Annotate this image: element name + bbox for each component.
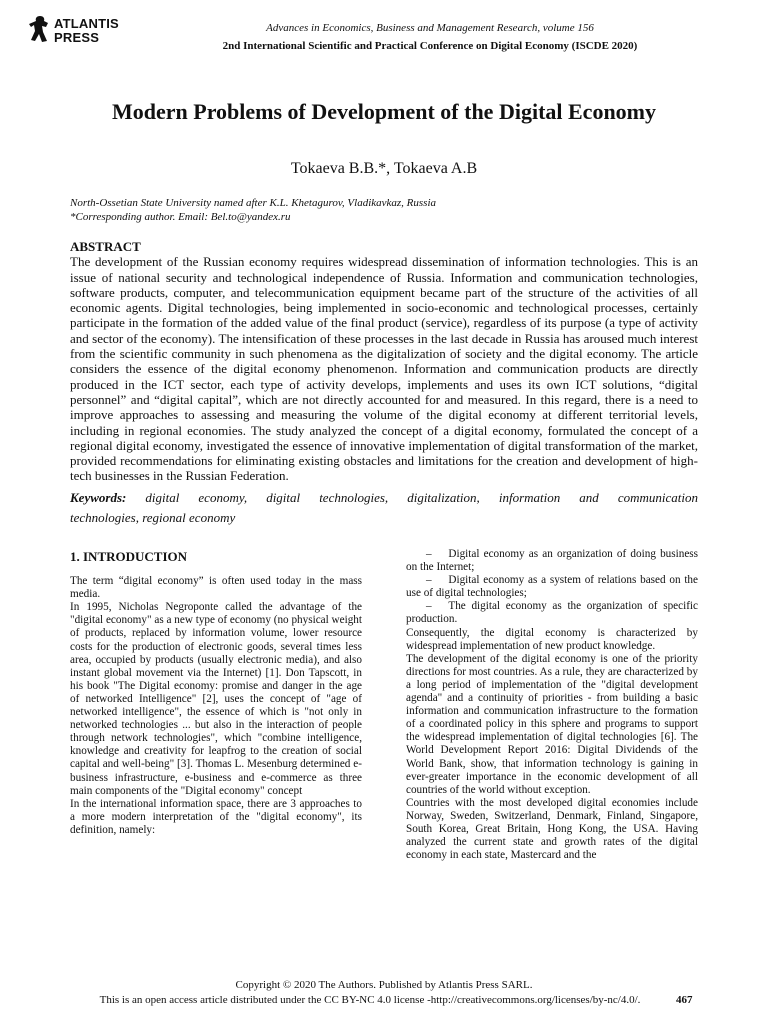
keywords-line2: technologies, regional economy [70, 509, 236, 525]
conference-header: 2nd International Scientific and Practical Conference on Digital Economy (ISCDE 2020) [222, 40, 638, 52]
right-paragraph-2: The development of the digital economy is one of the priority directions for most countries. As a rule, they are characterized by a long period of implementation of the "digital development agenda" and a continuity of priorities - from building a basic information and communication infrastructure to the formation of a coordinated policy in this sphere and programs to support the widespread implementation of digital technologies [6]. The World Development Report 2016: Digital Dividends of the World Bank, show, that information technology is gaining in ever-greater importance in the economic development of all countries of the world without exception. [406, 652, 698, 796]
abstract-heading: ABSTRACT [70, 239, 141, 254]
footer-license: This is an open access article distributed under the CC BY-NC 4.0 license -http://creativecommons.org/licenses/by-nc/4.0/. [99, 994, 641, 1006]
keywords-label: Keywords: [70, 489, 127, 505]
atlantis-figure-icon [28, 14, 52, 44]
corresponding-author: *Corresponding author. Email: Bel.to@yandex.ru [70, 211, 291, 223]
affiliation-block [70, 196, 700, 224]
logo-line1: ATLANTIS [54, 16, 119, 31]
abstract-text: The development of the Russian economy requires widespread dissemination of information technologies. This is an issue of national security and technological independence of Russia. Information and communication technologies, software products, computer, and telecommunication equipment became part of the structure of the activities of all economic agents. Digital technologies, being implemented in socio-economic and technological processes, certainly participate in the formation of the added value of the final product (service), regardless of its purpose (a type of activity and sector of the economy). The intensification of these processes in the last decade in Russia has aroused much interest from the scientific community in such phenomena as the digitalization of society and the digital economy. The article considers the essence of the digital economy phenomenon. Information and communication products are directly produced in the ICT sector, each type of activity develops, implements and uses its own ICT solutions, “digital personnel” and “digital capital”, which are not directly accounted for and measured. In this regard, there is a need to improve approaches to assessing and measuring the volume of the digital economy at different territorial levels, including in regional economies. The study analyzed the concept of a digital economy, formulated the concept of a regional digital economy, investigated the essence of innovative implementation of digital transformation of the market, provided recommendations for eliminating existing obstacles and limitations for the creation and development of high-tech businesses in the Russian Federation. [70, 254, 698, 484]
right-paragraph-1: Consequently, the digital economy is characterized by widespread implementation of new product knowledge. [406, 626, 698, 652]
bullet-item-1: – Digital economy as an organization of doing business on the Internet; [406, 548, 698, 574]
logo-line2: PRESS [54, 30, 100, 45]
authors: Tokaeva B.B.*, Tokaeva A.B [290, 160, 478, 177]
section-heading-introduction: 1. INTRODUCTION [70, 549, 188, 564]
intro-paragraph-3: In the international information space, there are 3 approaches to a more modern interpretation of the "digital economy", its definition, namely: [70, 797, 362, 836]
right-column [406, 548, 698, 862]
keywords-line [70, 484, 698, 512]
page-number: 467 [676, 994, 693, 1006]
abstract-section [70, 239, 698, 525]
bullet-item-2: – Digital economy as a system of relations based on the use of digital technologies; [406, 574, 698, 600]
intro-paragraph-2: In 1995, Nicholas Negroponte called the advantage of the "digital economy" as a new type of economy (no physical weight of products, replaced by information volume, lower resource costs for the production of electronic goods, several times less area, occupied by products (usually electronic media), and also instant global movement via the Internet) [1]. Don Tapscott, in his book "The Digital economy: promise and danger in the age of networked Intelligence" [2], uses the concept of "age of networked intelligence", the essence of which is "not only in networked technologies ... but also in the interaction of people through network technologies", which "combine intelligence, knowledge and creativity for leapfrog to the creation of social capital and well-being" [3]. Thomas L. Mesenburg determined e-business infrastructure, e-business and e-commerce as three main components of the "Digital economy" concept [70, 601, 362, 797]
publisher-logo [28, 14, 128, 54]
paper-title: Modern Problems of Development of the Digital Economy [111, 99, 657, 124]
footer-copyright: Copyright © 2020 The Authors. Published by Atlantis Press SARL. [235, 979, 533, 991]
left-column [70, 548, 362, 837]
bullet-item-3: – The digital economy as the organization of specific production. [406, 600, 698, 626]
series-header: Advances in Economics, Business and Management Research, volume 156 [266, 22, 594, 34]
keywords-line1: digital economy, digital technologies, digitalization, information and communication [145, 489, 699, 505]
affiliation: North-Ossetian State University named after K.L. Khetagurov, Vladikavkaz, Russia [70, 197, 437, 209]
right-paragraph-3: Countries with the most developed digital economies include Norway, Sweden, Switzerland, Denmark, Finland, Singapore, South Korea, Great Britain, Hong Kong, the USA. Having analyzed the current state and growth rates of the digital economy in each state, Mastercard and the [406, 796, 698, 862]
intro-paragraph-1: The term “digital economy” is often used today in the mass media. [70, 575, 362, 601]
